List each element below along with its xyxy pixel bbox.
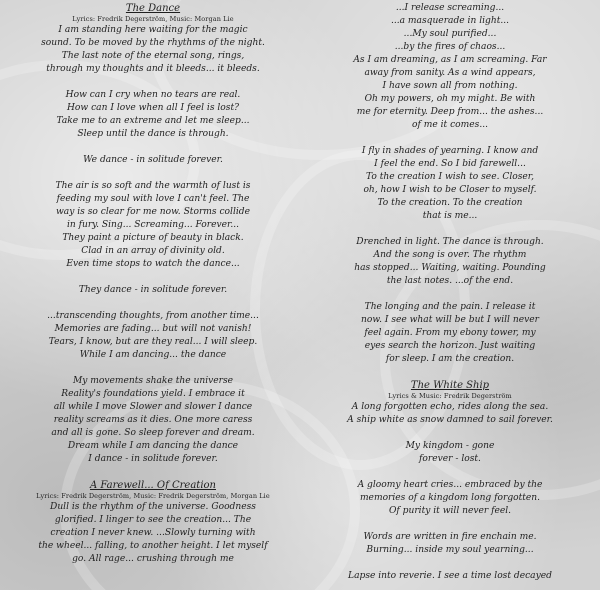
lyric-line: Dream while I am dancing the dance	[67, 441, 239, 451]
lyric-line: My movements shake the universe	[72, 376, 234, 386]
lyric-line: Reality's foundations yield. I embrace it	[61, 389, 245, 399]
lyric-line: Memories are fading... but will not vanish!	[54, 324, 252, 334]
lyric-line: They paint a picture of beauty in black.	[62, 233, 244, 243]
lyric-line: We dance - in solitude forever.	[83, 155, 223, 165]
lyric-line: all while I move Slower and slower I dance	[53, 402, 253, 412]
lyric-line: I fly in shades of yearning. I know and	[361, 146, 539, 156]
lyric-line: go. All rage... crushing through me	[72, 554, 234, 564]
lyric-line: Oh my powers, oh my might. Be with	[364, 94, 536, 104]
lyric-line: How can I love when all I feel is lost?	[67, 103, 239, 113]
lyric-line: The last note of the eternal song, rings,	[61, 51, 245, 61]
lyric-line: A long forgotten echo, rides along the sea.	[351, 402, 549, 412]
stanza	[8, 284, 298, 297]
lyric-line: has stopped... Waiting, waiting. Pounding	[354, 263, 546, 273]
lyric-line: sound. To be moved by the rhythms of the night.	[41, 38, 265, 48]
stanza	[305, 301, 595, 366]
left-column	[8, 2, 298, 566]
lyric-line: in fury. Sing... Screaming... Forever...	[66, 220, 240, 230]
stanza	[305, 236, 595, 288]
song-title: A Farewell... Of Creation	[90, 480, 216, 491]
song-credit: Lyrics: Fredrik Degerström, Music: Fredrik Degerström, Morgan Lie	[36, 492, 270, 500]
song-section	[8, 2, 298, 466]
stanza	[305, 401, 595, 427]
lyric-line: forever - lost.	[419, 454, 481, 464]
lyric-line: Sleep until the dance is through.	[77, 129, 229, 139]
lyric-line: eyes search the horizon. Just waiting	[364, 341, 536, 351]
lyric-line: I am standing here waiting for the magic	[58, 25, 248, 35]
lyric-line: ...I release screaming...	[395, 3, 505, 13]
lyric-line: A gloomy heart cries... embraced by the	[357, 480, 543, 490]
lyric-line: oh, how I wish to be Closer to myself.	[363, 185, 537, 195]
lyric-line: Take me to an extreme and let me sleep...	[56, 116, 250, 126]
lyric-line: Dull is the rhythm of the universe. Goodness	[50, 502, 256, 512]
stanza	[305, 570, 595, 583]
song-title: The Dance	[125, 3, 181, 14]
lyric-line: Even time stops to watch the dance...	[66, 259, 240, 269]
stanza	[305, 440, 595, 466]
stanza	[8, 180, 298, 271]
lyric-line: While I am dancing... the dance	[79, 350, 227, 360]
stanza	[8, 310, 298, 362]
song-credit: Lyrics: Fredrik Degerström, Music: Morgan Lie	[72, 15, 234, 23]
lyric-line: They dance - in solitude forever.	[78, 285, 228, 295]
lyric-line: the last notes. ...of the end.	[386, 276, 514, 286]
lyric-line: creation I never knew. ...Slowly turning with	[50, 528, 256, 538]
song-credit: Lyrics & Music: Fredrik Degerström	[388, 392, 512, 400]
lyric-line: I dance - in solitude forever.	[88, 454, 218, 464]
lyric-line: ...by the fires of chaos...	[394, 42, 506, 52]
lyric-line: feel again. From my ebony tower, my	[364, 328, 536, 338]
lyric-line: My kingdom - gone	[405, 441, 495, 451]
lyric-line: reality screams as it dies. One more caress	[53, 415, 253, 425]
lyric-line: I feel the end. So I bid farewell...	[374, 159, 526, 169]
lyric-line: A ship white as snow damned to sail forever.	[347, 415, 553, 425]
lyric-line: for sleep. I am the creation.	[385, 354, 515, 364]
lyric-line: Words are written in fire enchain me.	[363, 532, 537, 542]
lyric-line: As I am dreaming, as I am screaming. Far	[353, 55, 547, 65]
lyric-line: ...a masquerade in light...	[390, 16, 510, 26]
lyric-line: me for eternity. Deep from... the ashes...	[356, 107, 544, 117]
lyric-line: away from sanity. As a wind appears,	[364, 68, 536, 78]
song-section	[305, 2, 595, 366]
lyric-line: Of purity it will never feel.	[388, 506, 512, 516]
stanza	[8, 375, 298, 466]
lyric-line: the wheel... falling, to another height. I let myself	[38, 541, 268, 551]
song-title: The White Ship	[410, 380, 490, 391]
lyric-line: To the creation I wish to see. Closer,	[366, 172, 534, 182]
stanza	[8, 89, 298, 141]
stanza	[8, 154, 298, 167]
lyric-line: Burning... inside my soul yearning...	[366, 545, 534, 555]
lyric-line: The longing and the pain. I release it	[364, 302, 536, 312]
lyric-line: now. I see what will be but I will never	[361, 315, 539, 325]
lyric-line: Clad in an array of divinity old.	[81, 246, 225, 256]
stanza	[8, 501, 298, 566]
lyric-line: through my thoughts and it bleeds... it bleeds.	[46, 64, 260, 74]
stanza	[305, 145, 595, 223]
lyric-line: glorified. I linger to see the creation... The	[54, 515, 252, 525]
stanza	[305, 2, 595, 132]
stanza	[8, 24, 298, 76]
lyric-line: way is so clear for me now. Storms collide	[56, 207, 250, 217]
right-column	[305, 2, 595, 583]
lyric-line: And the song is over. The rhythm	[373, 250, 527, 260]
lyric-line: ...My soul purified...	[403, 29, 497, 39]
lyric-line: The air is so soft and the warmth of lust is	[55, 181, 251, 191]
stanza	[305, 479, 595, 518]
stanza	[305, 531, 595, 557]
lyric-line: that is me...	[422, 211, 478, 221]
lyric-line: How can I cry when no tears are real.	[65, 90, 241, 100]
lyric-line: I have sown all from nothing.	[382, 81, 518, 91]
song-section	[305, 379, 595, 583]
lyric-line: memories of a kingdom long forgotten.	[359, 493, 541, 503]
lyric-line: To the creation. To the creation	[377, 198, 523, 208]
lyric-line: Tears, I know, but are they real... I will sleep.	[48, 337, 258, 347]
lyric-line: Drenched in light. The dance is through.	[356, 237, 544, 247]
lyric-line: ...transcending thoughts, from another time...	[47, 311, 259, 321]
song-section	[8, 479, 298, 566]
lyric-line: and all is gone. So sleep forever and dream.	[51, 428, 255, 438]
lyric-line: feeding my soul with love I can't feel. The	[56, 194, 250, 204]
lyric-line: of me it comes...	[412, 120, 488, 130]
lyric-line: Lapse into reverie. I see a time lost decayed	[348, 571, 552, 581]
